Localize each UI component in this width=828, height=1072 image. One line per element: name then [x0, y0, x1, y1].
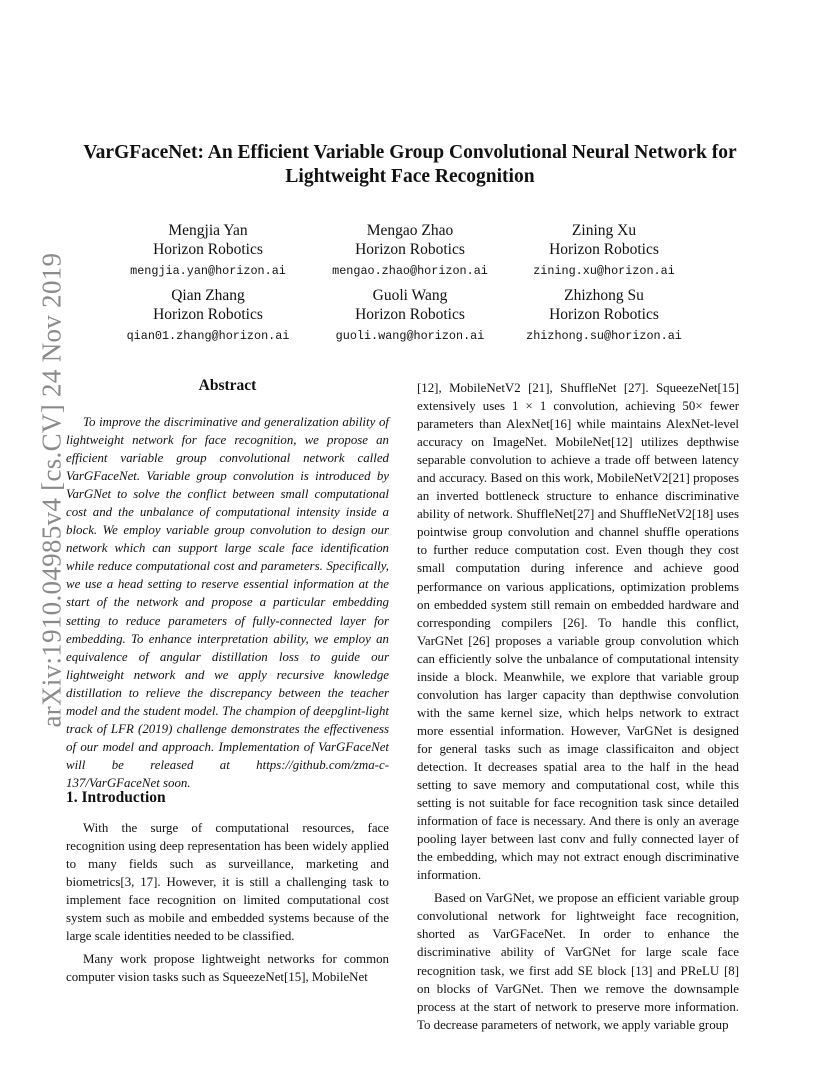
title-line-2: Lightweight Face Recognition	[285, 166, 535, 187]
author-affiliation: Horizon Robotics	[153, 306, 263, 323]
author-affiliation: Horizon Robotics	[355, 241, 465, 258]
abstract-body	[66, 413, 389, 792]
author-affiliation: Horizon Robotics	[355, 306, 465, 323]
author-name: Qian Zhang	[171, 287, 245, 304]
author-affiliation: Horizon Robotics	[153, 241, 263, 258]
arxiv-identifier: arXiv:1910.04985v4 [cs.CV] 24 Nov 2019	[36, 252, 67, 728]
paper-title	[60, 141, 760, 189]
author-6	[499, 286, 709, 346]
introduction-body	[66, 819, 389, 986]
introduction-heading: 1. Introduction	[66, 789, 166, 806]
author-email: qian01.zhang@horizon.ai	[126, 329, 290, 343]
intro-paragraph-2: Many work propose lightweight networks for common computer vision tasks such as SqueezeNet[15], MobileNet	[66, 952, 389, 985]
author-3	[499, 221, 709, 281]
title-line-1: VarGFaceNet: An Efficient Variable Group Convolutional Neural Network for	[83, 142, 737, 163]
author-email: zhizhong.su@horizon.ai	[526, 329, 682, 343]
author-name: Mengjia Yan	[168, 222, 248, 239]
abstract-heading: Abstract	[198, 377, 257, 394]
author-5	[305, 286, 515, 346]
author-4	[103, 286, 313, 346]
author-email: guoli.wang@horizon.ai	[335, 329, 485, 343]
author-affiliation: Horizon Robotics	[549, 241, 659, 258]
author-name: Zhizhong Su	[564, 287, 644, 304]
author-name: Zining Xu	[571, 222, 637, 239]
author-name: Mengao Zhao	[366, 222, 454, 239]
author-name: Guoli Wang	[372, 287, 448, 304]
right-column-body	[417, 379, 739, 1034]
author-2	[305, 221, 515, 281]
author-1	[103, 221, 313, 281]
author-email: mengao.zhao@horizon.ai	[332, 264, 488, 278]
intro-paragraph-1: With the surge of computational resources, face recognition using deep representation has been widely applied to many fields such as surveillance, marketing and biometrics[3, 17]. However, it is still a challenging task to implement face recognition on limited computational cost system such as mobile and embedded systems because of the large scale identities needed to be classified.	[66, 821, 389, 944]
author-email: zining.xu@horizon.ai	[533, 264, 675, 278]
right-paragraph-1: [12], MobileNetV2 [21], ShuffleNet [27]. SqueezeNet[15] extensively uses 1 × 1 convolution, achieving 50× fewer parameters than AlexNet[16] while maintains AlexNet-level accuracy on ImageNet. MobileNet[12] utilizes depthwise separable convolution to achieve a trade off between latency and accuracy. Based on this work, MobileNetV2[21] proposes an inverted bottleneck structure to enhance discriminative ability of network. ShuffleNet[27] and ShuffleNetV2[18] uses pointwise group convolution and channel shuffle operations to further reduce computation cost. Even though they cost small computation during inference and achieve good performance on various applications, optimization problems on embedded system still remain on embedded hardware and corresponding compilers [26]. To handle this conflict, VarGNet [26] proposes a variable group convolution which can efficiently solve the unbalance of computational intensity inside a block. Meanwhile, we explore that variable group convolution has larger capacity than depthwise convolution with the same kernel size, which helps network to extract more essential information. However, VarGNet is designed for general tasks such as image classificaiton and object detection. It decreases spatial area to the half in the head setting to save memory and computational cost, while this setting is not suitable for face recognition task since detailed information of face is necessary. And there is only an average pooling layer between last conv and fully connected layer of the embedding, which may not extract enough discriminative information.	[417, 381, 739, 883]
abstract-paragraph: To improve the discriminative and generalization ability of lightweight network for face recognition, we propose an efficient variable group convolutional network called VarGFaceNet. Variable group convolution is introduced by VarGNet to solve the conflict between small computational cost and the unbalance of computational intensity inside a block. We employ variable group convolution to design our network which can support large scale face identification while reduce computational cost and parameters. Specifically, we use a head setting to reserve essential information at the start of the network and propose a particular embedding setting to reduce parameters of fully-connected layer for embedding. To enhance interpretation ability, we employ an equivalence of angular distillation loss to guide our lightweight network and we apply recursive knowledge distillation to relieve the discrepancy between the teacher model and the student model. The champion of deepglint-light track of LFR (2019) challenge demonstrates the effectiveness of our model and approach. Implementation of VarGFaceNet will be released at https://github.com/zma-c-137/VarGFaceNet soon.	[66, 415, 389, 790]
right-paragraph-2: Based on VarGNet, we propose an efficient variable group convolutional network for lightweight face recognition, shorted as VarGFaceNet. In order to enhance the discriminative ability of VarGNet for large scale face recognition task, we first add SE block [13] and PReLU [8] on blocks of VarGNet. Then we remove the downsample process at the start of network to preserve more information. To decrease parameters of network, we apply variable group	[417, 891, 739, 1032]
author-affiliation: Horizon Robotics	[549, 306, 659, 323]
author-email: mengjia.yan@horizon.ai	[130, 264, 286, 278]
